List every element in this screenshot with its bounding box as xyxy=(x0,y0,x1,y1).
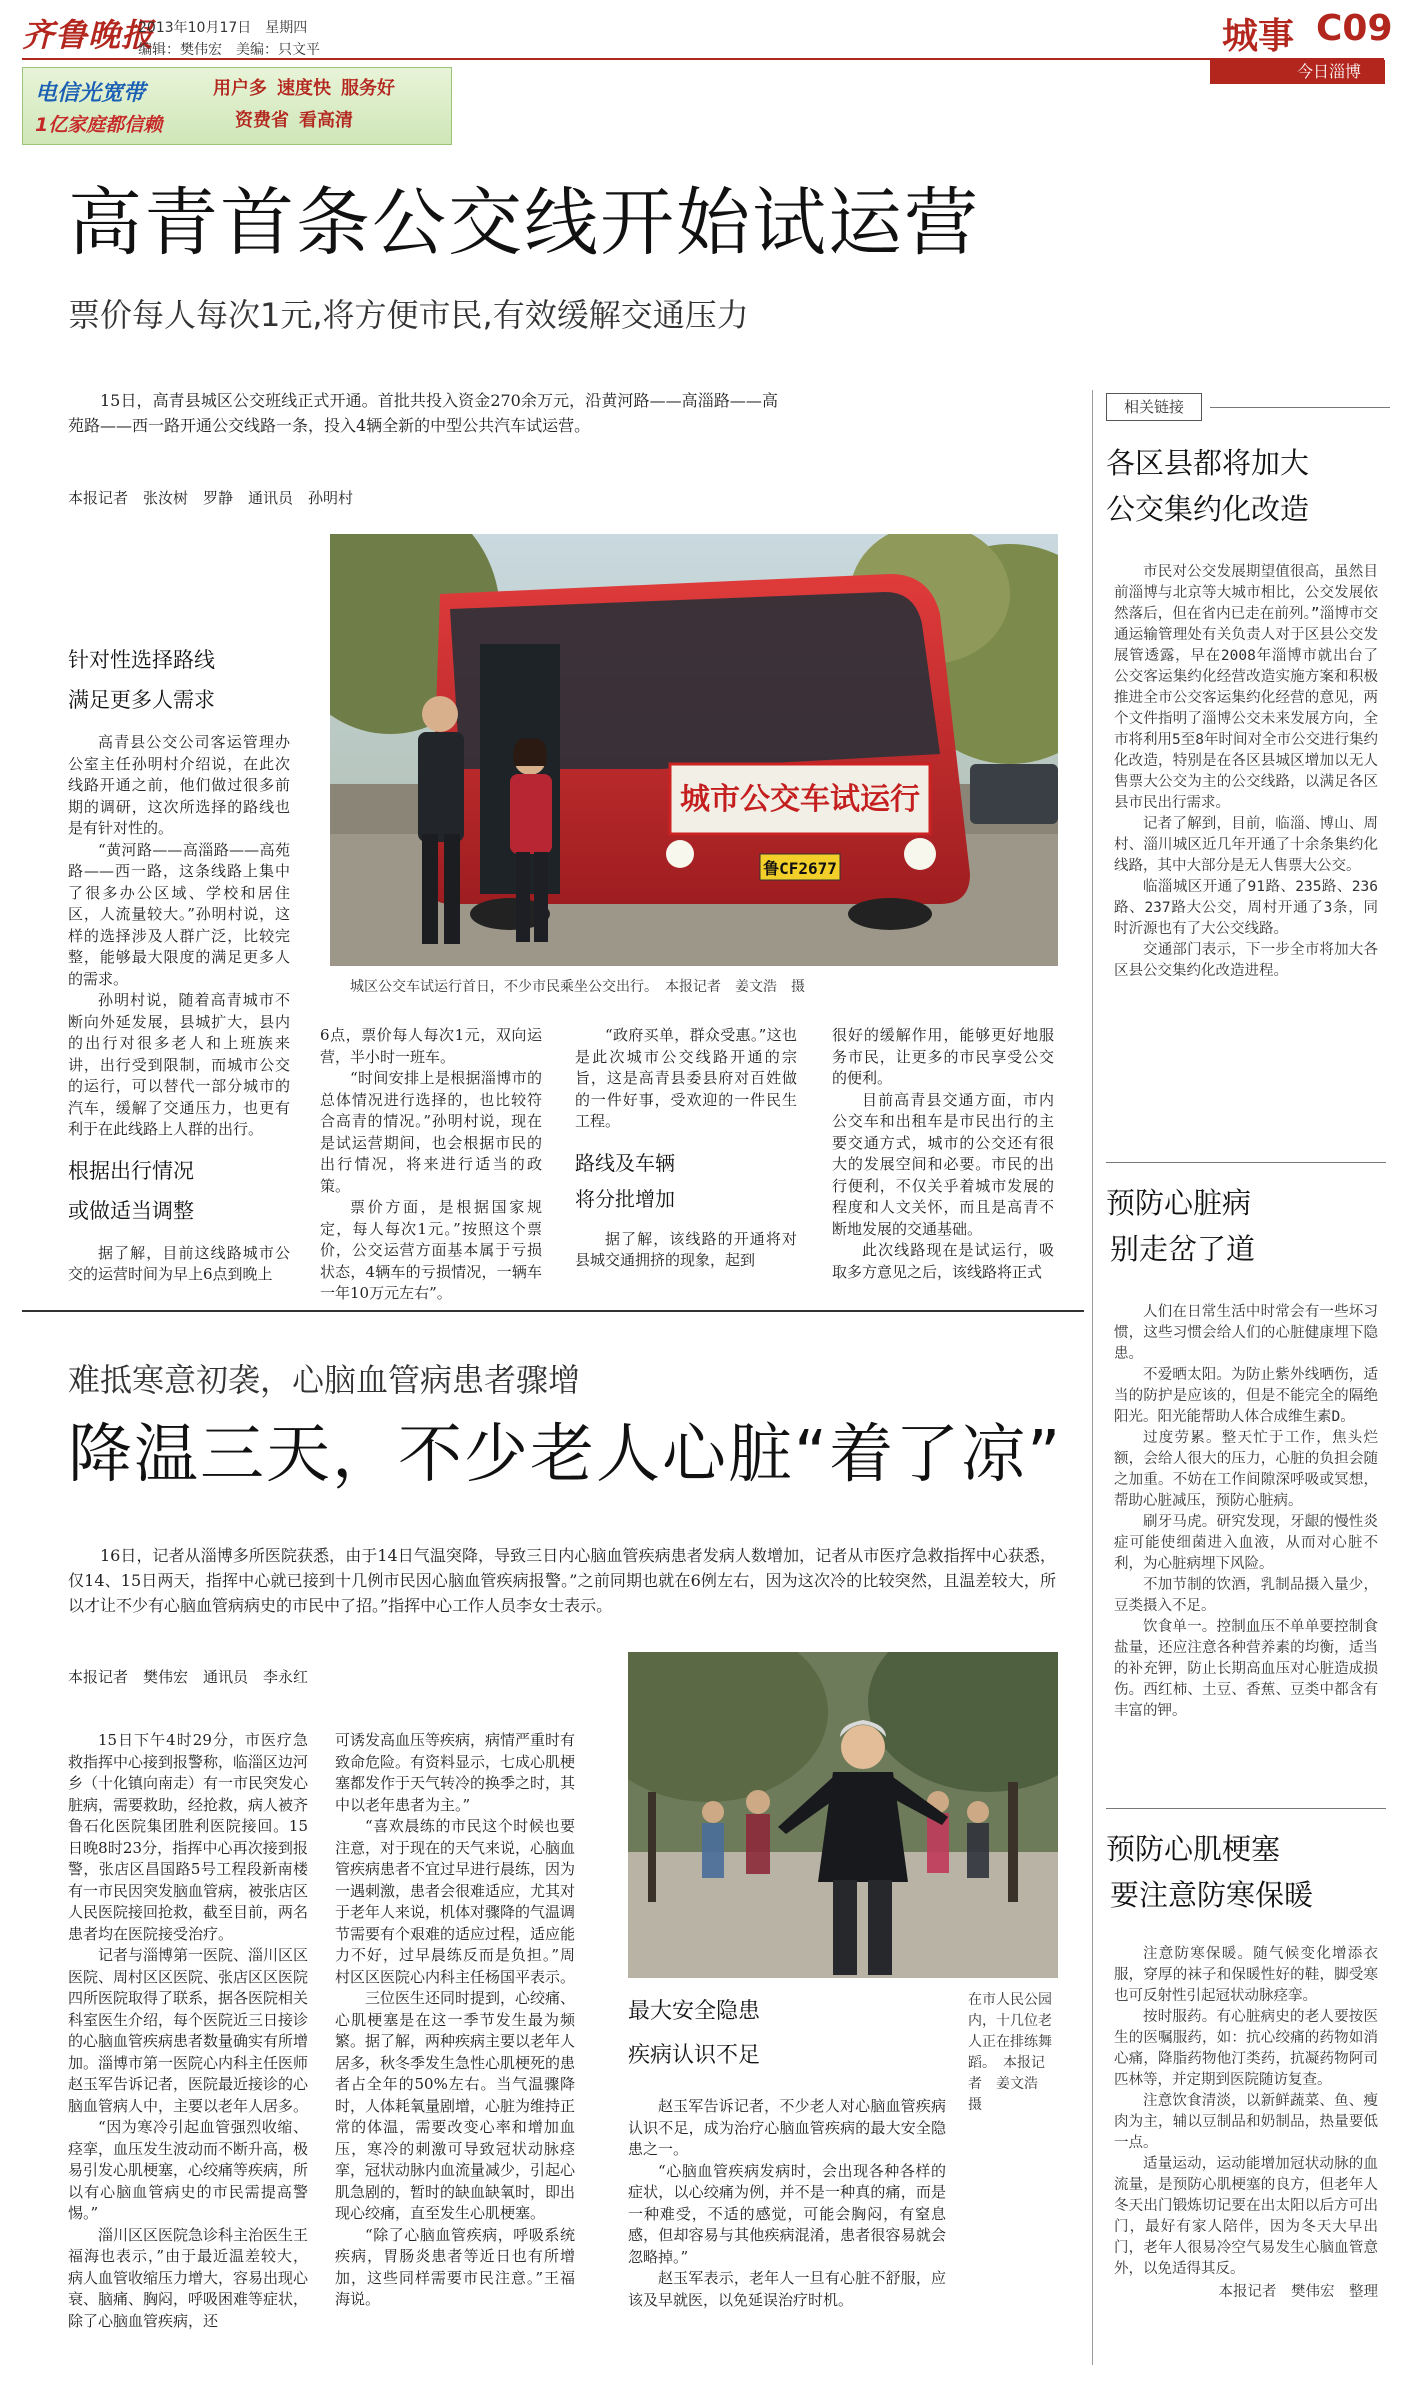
ad-slogan: 资费省 xyxy=(235,110,289,131)
story2-col2 xyxy=(335,1730,575,2311)
page-number: C09 xyxy=(1316,8,1393,49)
paragraph: 注意防寒保暖。随气候变化增添衣服，穿厚的袜子和保暖性好的鞋，脚受寒也可反射性引起冠状动脉痉挛。 xyxy=(1114,1946,1378,2004)
paragraph: 15日下午4时29分，市医疗急救指挥中心接到报警称，临淄区边河乡（十化镇向南走）有一市民突发心脏病，需要救助，经抢救，病人被齐鲁石化医院集团胜利医院接回。15日晚8时23分，指挥中心再次接到报警，张店区昌国路5号工程段新南楼有一市民因突发脑血管病，被张店区人民医院接回抢救，截至目前，两名患者均在医院接受治疗。 xyxy=(68,1731,309,1943)
sidebar-s1 xyxy=(1106,440,1386,982)
ad-slogan: 速度快 xyxy=(277,78,331,99)
story2-col3 xyxy=(628,1990,946,2311)
paragraph: “政府买单，群众受惠。”这也是此次城市公交线路开通的宗旨，这是高青县委县府对百姓做的一件好事，受欢迎的一件民生工程。 xyxy=(575,1026,797,1130)
paragraph: 刷牙马虎。研究发现，牙龈的慢性炎症可能使细菌进入血液，从而对心脏不利，为心脏病埋下风险。 xyxy=(1114,1514,1378,1572)
sidebar-tag: 相关链接 xyxy=(1106,393,1202,421)
paragraph: 目前高青县交通方面，市内公交车和出租车是市民出行的主要交通方式，城市的公交还有很大的发展空间和必要。市民的出行便利，不仅关乎着城市发展的程度和人文关怀，而且是高青不断地发展的交通基础。 xyxy=(832,1090,1054,1238)
story1-subhead1: 针对性选择路线 满足更多人需求 xyxy=(68,648,215,712)
paragraph: “除了心脑血管疾病，呼吸系统疾病，胃肠炎患者等近日也有所增加，这些同样需要市民注意。”王福海说。 xyxy=(335,2225,575,2308)
edition-tag: 今日淄博 xyxy=(1210,60,1385,84)
paragraph: “黄河路——高淄路——高苑路——西一路，这条线路上集中了很多办公区域、学校和居住区，人流量较大。”孙明村说，这样的选择涉及人群广泛，比较完整，能够最大限度的满足更多人的需求。 xyxy=(68,840,290,988)
story-divider xyxy=(22,1310,1084,1312)
paragraph: 注意饮食清淡，以新鲜蔬菜、鱼、瘦肉为主，辅以豆制品和奶制品，热量要低一点。 xyxy=(1114,2093,1378,2151)
sidebar-s2 xyxy=(1106,1180,1386,1722)
story1-col2 xyxy=(320,1025,542,1305)
paragraph: 人们在日常生活中时常会有一些坏习惯，这些习惯会给人们的心脏健康埋下隐患。 xyxy=(1114,1304,1378,1362)
paragraph: 可诱发高血压等疾病，病情严重时有致命危险。有资料显示，七成心肌梗塞都发作于天气转冷的换季之时，其中以老年患者为主。” xyxy=(335,1731,576,1814)
paragraph: “因为寒冷引起血管强烈收缩、痉挛，血压发生波动而不断升高，极易引发心肌梗塞，心绞痛等疾病，所以有心脑血管病史的市民需提高警惕。” xyxy=(68,2118,309,2222)
dance-photo-image xyxy=(628,1652,1058,1978)
paragraph: 按时服药。有心脏病史的老人要按医生的医嘱服药，如：抗心绞痛的药物如消心痛，降脂药物他汀类药，抗凝药物阿司匹林等，并定期到医院随访复查。 xyxy=(1114,2009,1378,2088)
paragraph: 临淄城区开通了91路、235路、236路、237路大公交，周村开通了3条，同时沂源也有了大公交线路。 xyxy=(1114,879,1378,937)
ad-slogan: 服务好 xyxy=(341,78,395,99)
story1-col4 xyxy=(832,1025,1054,1283)
paragraph: 不爱晒太阳。为防止紫外线晒伤，适当的防护是应该的，但是不能完全的隔绝阳光。阳光能帮助人体合成维生素D。 xyxy=(1114,1367,1378,1425)
story2-lead: 16日，记者从淄博多所医院获悉，由于14日气温突降，导致三日内心脑血管疾病患者发病人数增加，记者从市医疗急救指挥中心获悉，仅14、15日两天，指挥中心就已接到十几例市民因心脑血管疾病报警。”之前同期也就在6例左右，因为这次冷的比较突然，且温差较大，所以才让不少有心脑血管病病史的市民中了招。”指挥中心工作人员李女士表示。 xyxy=(68,1546,1056,1615)
paragraph: 饮食单一。控制血压不单单要控制食盐量，还应注意各种营养素的均衡，适当的补充钾，防止长期高血压对心脏造成损伤。西红柿、土豆、香蕉、豆类中都含有丰富的钾。 xyxy=(1114,1619,1378,1719)
paragraph: 票价方面，是根据国家规定，每人每次1元。”按照这个票价，公交运营方面基本属于亏损状态，4辆车的亏损情况，一辆车一年10万元左右”。 xyxy=(320,1198,542,1302)
telecom-ad[interactable] xyxy=(22,67,452,145)
story2-kicker: 难抵寒意初袭，心脑血管病患者骤增 xyxy=(68,1361,581,1399)
story1-col1 xyxy=(68,640,290,1286)
story2-subhead: 最大安全隐患 疾病认识不足 xyxy=(628,1999,761,2068)
sidebar-rule-1 xyxy=(1106,1162,1386,1163)
story1-subhead2: 根据出行情况 或做适当调整 xyxy=(68,1158,194,1223)
sidebar-s2-title: 预防心脏病 别走岔了道 xyxy=(1106,1186,1256,1266)
bus-banner-text: 城市公交车试运行 xyxy=(680,782,920,817)
paragraph: 很好的缓解作用，能够更好地服务市民，让更多的市民享受公交的便利。 xyxy=(832,1026,1054,1087)
sidebar-s1-title: 各区县都将加大 公交集约化改造 xyxy=(1106,446,1310,526)
paragraph: 据了解，该线路的开通将对县城交通拥挤的现象，起到 xyxy=(575,1229,797,1269)
masthead-rule xyxy=(22,58,1384,60)
sidebar-s3-credit: 本报记者 樊伟宏 整理 xyxy=(1218,2284,1378,2300)
bus-plate-text: 鲁CF2677 xyxy=(763,859,837,878)
paragraph: 不加节制的饮酒，乳制品摄入量少，豆类摄入不足。 xyxy=(1114,1577,1378,1614)
paragraph: “喜欢晨练的市民这个时候也要注意，对于现在的天气来说，心脑血管疾病患者不宜过早进行晨练，因为一遇刺激，患者会很难适应，尤其对于老年人来说，机体对骤降的气温调节需要有个艰难的适应过程，适应能力不好，过早晨练反而是负担。”周村区区医院心内科主任杨国平表示。 xyxy=(335,1817,576,1986)
paragraph: 据了解，目前这线路城市公交的运营时间为早上6点到晚上 xyxy=(68,1243,290,1283)
sidebar-left-rule xyxy=(1092,390,1093,2365)
story1-col3 xyxy=(575,1025,797,1272)
paragraph: 记者与淄博第一医院、淄川区区医院、周村区区医院、张店区区医院四所医院取得了联系，据各医院相关科室医生介绍，每个医院近三日接诊的心脑血管疾病患者数量确实有所增加。淄博市第一医院心内科主任医师赵玉军告诉记者，医院最近接诊的心脑血管病人中，主要以老年人居多。 xyxy=(68,1946,309,2115)
paragraph: 市民对公交发展期望值很高，虽然目前淄博与北京等大城市相比，公交发展依然落后，但在省内已走在前列。”淄博市交通运输管理处有关负责人对于区县公交发展管透露，早在2008年淄博市就出台了公交客运集约化经营改造实施方案和积极推进全市公交客运集约化经营的意见，两个文件指明了淄博公交未来发展方向，全市将利用5至8年时间对全市公交进行集约化改造，特别是在各区县城区增加以无人售票大公交为主的公交线路，以满足各区县市民出行需求。 xyxy=(1114,564,1378,811)
story1-subheadline: 票价每人每次1元,将方便市民,有效缓解交通压力 xyxy=(68,296,749,334)
bus-photo xyxy=(330,534,1058,966)
story2-byline: 本报记者 樊伟宏 通讯员 李永红 xyxy=(68,1668,309,1686)
sidebar-s3-title: 预防心肌梗塞 要注意防寒保暖 xyxy=(1106,1832,1314,1912)
ad-slogan: 看高清 xyxy=(299,110,353,131)
paragraph: 淄川区区医院急诊科主治医生王福海也表示，”由于最近温差较大，病人血管收缩压力增大，容易出现心衰、脑痛、胸闷，呼吸困难等症状，除了心脑血管疾病，还 xyxy=(68,2225,309,2330)
story2-col1 xyxy=(68,1730,308,2332)
paragraph: 三位医生还同时提到，心绞痛、心肌梗塞是在这一季节发生最为频繁。据了解，两种疾病主要以老年人居多，秋冬季发生急性心肌梗死的患者占全年的50%左右。当气温骤降时，人体耗氧量剧增，心脏为维持正常的体温，需要改变心率和增加血压，寒冷的刺激可导致冠状动脉痉挛，冠状动脉内血流量减少，引起心肌急剧的，暂时的缺血缺氧时，即出现心绞痛，直至发生心肌梗塞。 xyxy=(335,1989,576,2222)
ad-slogan: 用户多 xyxy=(213,78,267,99)
ad-brand-line2: 1亿家庭都信赖 xyxy=(35,114,163,136)
paragraph: 赵玉军告诉记者，不少老人对心脑血管疾病认识不足，成为治疗心脑血管疾病的最大安全隐患之一。 xyxy=(628,2097,946,2158)
staff-line: 编辑：樊伟宏 美编：只文平 xyxy=(138,42,320,58)
story1-subhead3: 路线及车辆 将分批增加 xyxy=(575,1150,675,1211)
story1-headline: 高青首条公交线开始试运营 xyxy=(68,180,980,266)
paragraph: 交通部门表示，下一步全市将加大各区县公交集约化改造进程。 xyxy=(1114,942,1378,979)
paragraph: 过度劳累。整天忙于工作，焦头烂额，会给人很大的压力，心脏的负担会随之加重。不妨在工作间隙深呼吸或冥想，帮助心脏减压，预防心脏病。 xyxy=(1114,1430,1378,1509)
sidebar-s3 xyxy=(1106,1826,1386,2303)
paragraph: “心脑血管疾病发病时，会出现各种各样的症状，以心绞痛为例，并不是一种真的痛，而是一种难受，不适的感觉，可能会胸闷，有窒息感，但却容易与其他疾病混淆，患者很容易就会忽略掉。” xyxy=(628,2161,946,2266)
paragraph: 6点，票价每人每次1元，双向运营，半小时一班车。 xyxy=(320,1026,542,1066)
paragraph: “时间安排上是根据淄博市的总体情况进行选择的，也比较符合高青的情况。”孙明村说，现在是试运营期间，也会根据市民的出行情况，将来进行适当的政策。 xyxy=(320,1069,542,1195)
paper-logo: 齐鲁晚报 xyxy=(22,16,155,54)
story1-lead: 15日，高青县城区公交班线正式开通。首批共投入资金270余万元，沿黄河路——高淄路——高苑路——西一路开通公交线路一条，投入4辆全新的中型公共汽车试运营。 xyxy=(68,391,778,435)
paragraph: 赵玉军表示，老年人一旦有心脏不舒服，应该及早就医，以免延误治疗时机。 xyxy=(628,2269,946,2309)
paragraph: 适量运动，运动能增加冠状动脉的血流量，是预防心肌梗塞的良方，但老年人冬天出门锻炼切记要在出太阳以后方可出门，最好有家人陪伴，因为冬天大早出门，老年人很易冷空气易发生心脑血管意外，以免适得其反。 xyxy=(1114,2156,1378,2277)
section-title: 城事 xyxy=(1222,16,1295,57)
bus-photo-image xyxy=(330,534,1058,966)
bus-photo-caption: 城区公交车试运行首日，不少市民乘坐公交出行。 本报记者 姜文浩 摄 xyxy=(350,979,805,995)
paragraph: 此次线路现在是试运行，吸取多方意见之后，该线路将正式 xyxy=(832,1241,1054,1281)
sidebar-tag-rule xyxy=(1210,407,1390,408)
ad-brand-line1: 电信光宽带 xyxy=(35,81,146,106)
sidebar-rule-2 xyxy=(1106,1808,1386,1809)
issue-date: 2013年10月17日 星期四 xyxy=(138,20,308,36)
paragraph: 孙明村说，随着高青城市不断向外延发展，县城扩大，县内的出行对很多老人和上班族来讲，出行受到限制，而城市公交的运行，可以替代一部分城市的汽车，缓解了交通压力，也更有利于在此线路上人群的出行。 xyxy=(68,991,290,1138)
dance-photo-caption: 在市人民公园内，十几位老人正在排练舞蹈。 本报记者 姜文浩 摄 xyxy=(968,1992,1052,2113)
story1-byline: 本报记者 张汝树 罗静 通讯员 孙明村 xyxy=(68,489,354,507)
paragraph: 高青县公交公司客运管理办公室主任孙明村介绍说，在此次线路开通之前，他们做过很多前期的调研，这次所选择的路线也是有针对性的。 xyxy=(68,733,290,837)
dance-photo xyxy=(628,1652,1058,1978)
story2-headline: 降温三天，不少老人心脏“着了凉” xyxy=(68,1418,1063,1492)
ad-slogans xyxy=(213,74,448,132)
paragraph: 记者了解到，目前，临淄、博山、周村、淄川城区近几年开通了十余条集约化线路，其中大部分是无人售票大公交。 xyxy=(1114,816,1378,874)
